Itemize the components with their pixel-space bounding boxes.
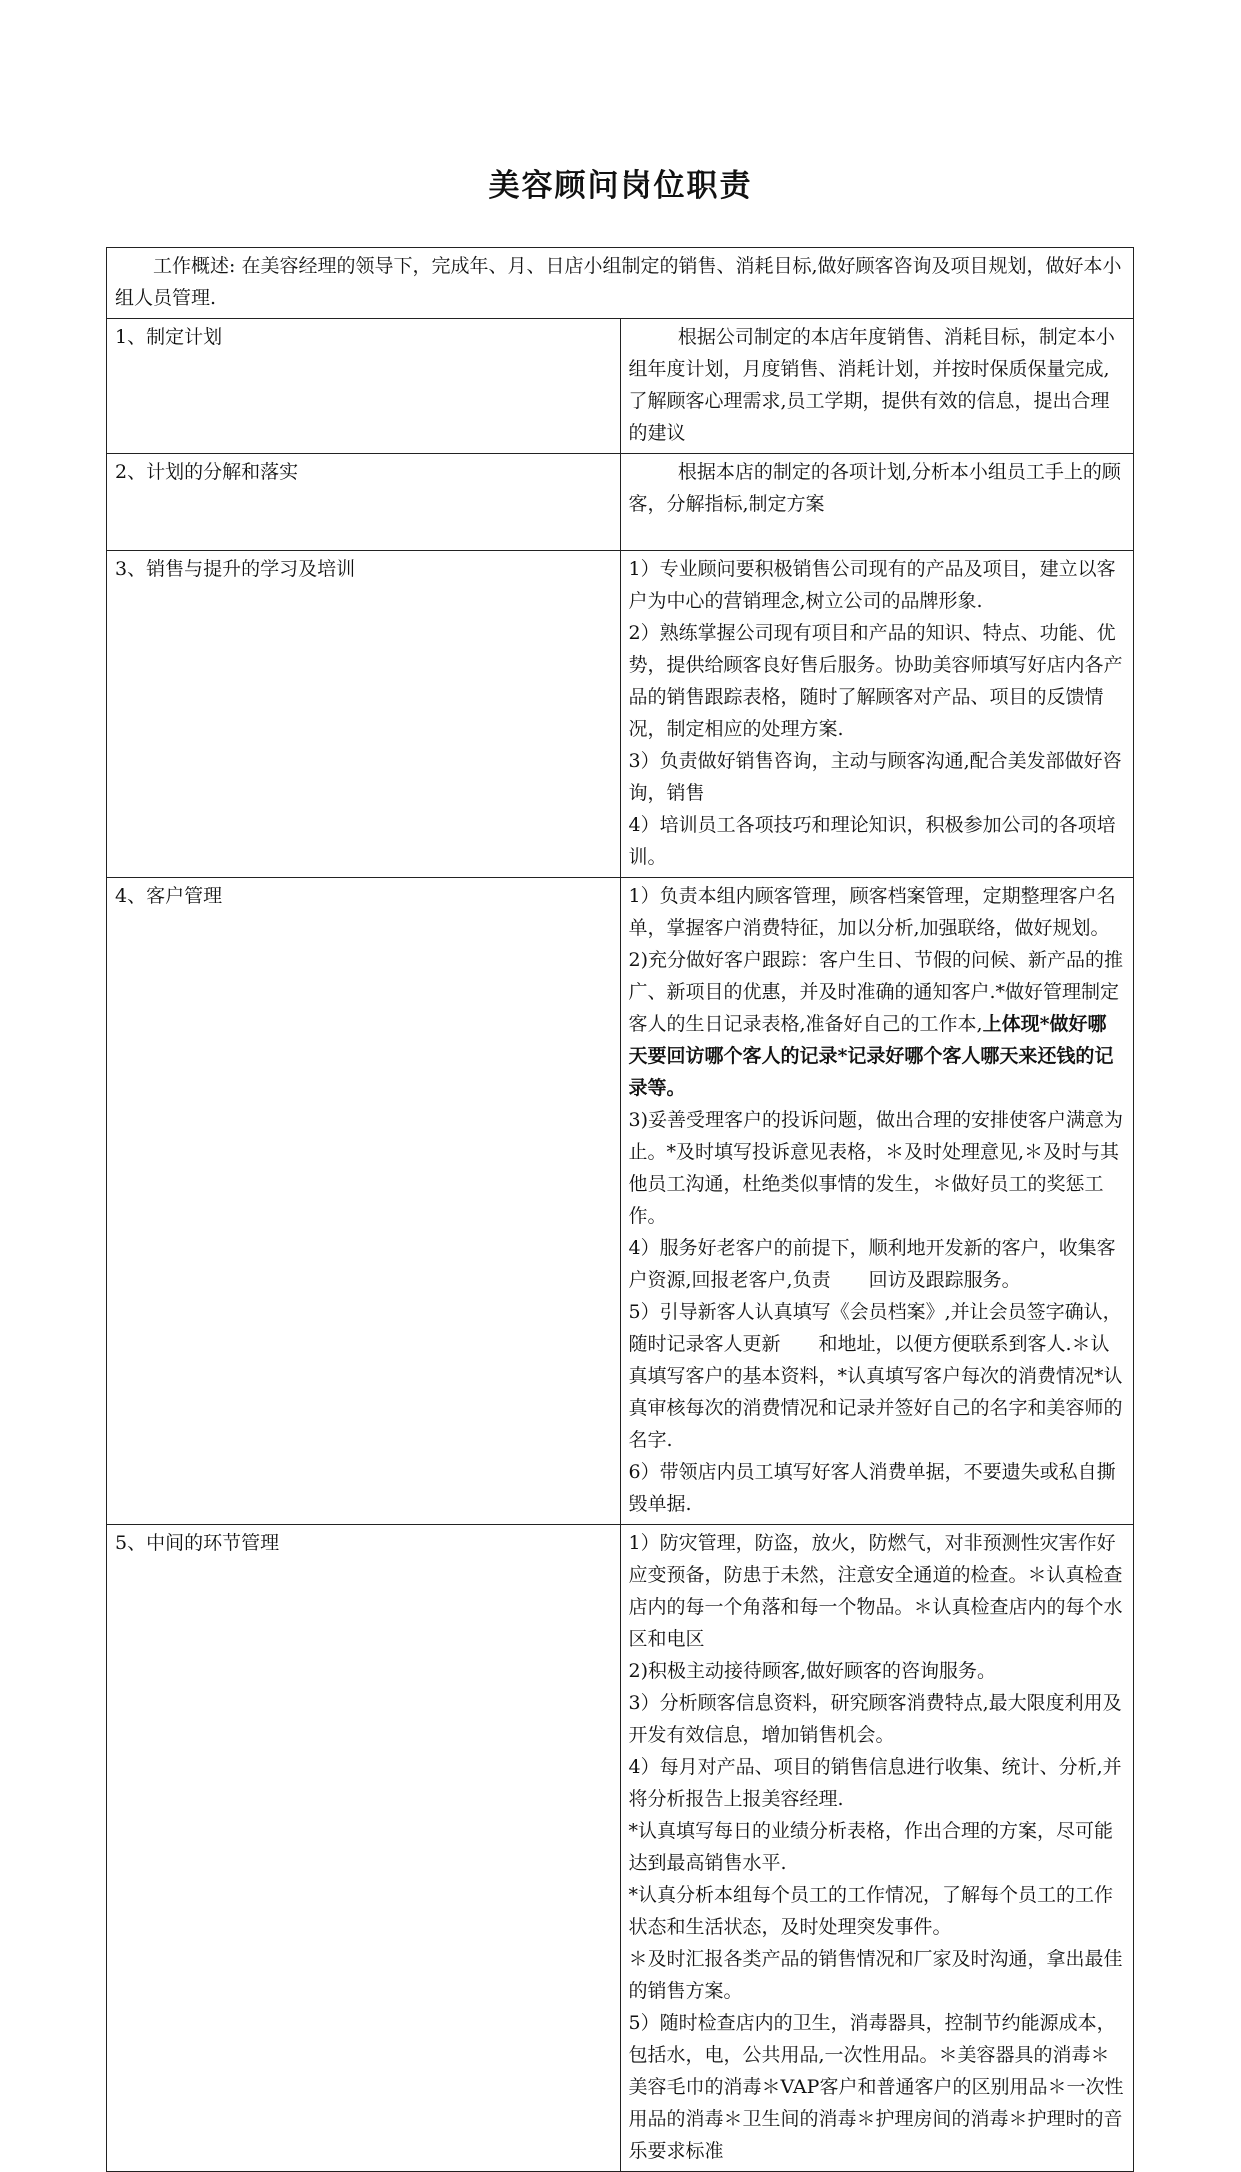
table-row: [107, 1525, 1134, 2172]
list-item: 3）分析顾客信息资料，研究顾客消费特点,最大限度利用及开发有效信息，增加销售机会。: [628, 1692, 1122, 1746]
list-item: 根据本店的制定的各项计划,分析本小组员工手上的顾客，分解指标,制定方案: [628, 461, 1121, 515]
row-label: 3、销售与提升的学习及培训: [107, 551, 621, 878]
list-item: 4）每月对产品、项目的销售信息进行收集、统计、分析,并将分析报告上报美容经理.: [628, 1756, 1122, 1810]
list-item: 3）负责做好销售咨询，主动与顾客沟通,配合美发部做好咨询，销售: [628, 750, 1122, 804]
row-label: 4、客户管理: [107, 878, 621, 1525]
list-item: 根据公司制定的本店年度销售、消耗目标，制定本小组年度计划，月度销售、消耗计划，并按时保质保量完成,了解顾客心理需求,员工学期，提供有效的信息，提出合理的建议: [628, 326, 1115, 444]
list-item: 5）引导新客人认真填写《会员档案》,并让会员签字确认，随时记录客人更新 和地址，以便方便联系到客人.＊认真填写客户的基本资料，*认真填写客户每次的消费情况*认真审核每次的消费情况和记录并签好自己的名字和美容师的名字.: [628, 1301, 1123, 1451]
list-item: 1）专业顾问要积极销售公司现有的产品及项目，建立以客户为中心的营销理念,树立公司的品牌形象.: [628, 558, 1116, 612]
row-content: [620, 454, 1134, 551]
list-item: 5）随时检查店内的卫生，消毒器具，控制节约能源成本，包括水，电，公共用品,一次性用品。＊美容器具的消毒＊美容毛巾的消毒＊VAP客户和普通客户的区别用品＊一次性用品的消毒＊卫生间的消毒＊护理房间的消毒＊护理时的音乐要求标准: [628, 2012, 1124, 2162]
list-item: 4）服务好老客户的前提下，顺利地开发新的客户，收集客户资源,回报老客户,负责 回访及跟踪服务。: [628, 1237, 1116, 1291]
table-row: [107, 551, 1134, 878]
duty-table: [106, 247, 1134, 2172]
list-item-text: 2)充分做好客户跟踪：客户生日、节假的问候、新产品的推广、新项目的优惠，并及时准确的通知客户.*做好管理制定客人的生日记录表格,准备好自己的工作本,: [628, 949, 1124, 1035]
list-item: [629, 944, 1126, 1104]
summary-cell: [107, 248, 1134, 319]
list-item: 2）熟练掌握公司现有项目和产品的知识、特点、功能、优势，提供给顾客良好售后服务。协助美容师填写好店内各产品的销售跟踪表格，随时了解顾客对产品、项目的反馈情况，制定相应的处理方案.: [628, 622, 1123, 740]
list-item: ＊及时汇报各类产品的销售情况和厂家及时沟通，拿出最佳的销售方案。: [628, 1948, 1123, 2002]
list-item: *认真填写每日的业绩分析表格，作出合理的方案，尽可能达到最高销售水平.: [628, 1820, 1114, 1874]
row-content: [620, 551, 1134, 878]
summary-paragraph: [115, 250, 1125, 314]
row-content: [620, 878, 1134, 1525]
table-row: [107, 878, 1134, 1525]
row-content: [620, 1525, 1134, 2172]
row-label: 5、中间的环节管理: [107, 1525, 621, 2172]
list-item: 2)积极主动接待顾客,做好顾客的咨询服务。: [628, 1660, 997, 1682]
list-item: 1）负责本组内顾客管理，顾客档案管理，定期整理客户名单，掌握客户消费特征，加以分析,加强联络，做好规划。: [628, 885, 1116, 939]
row-label: 2、计划的分解和落实: [107, 454, 621, 551]
table-row: [107, 454, 1134, 551]
list-item: 3)妥善受理客户的投诉问题，做出合理的安排使客户满意为止。*及时填写投诉意见表格，＊及时处理意见,＊及时与其他员工沟通，杜绝类似事情的发生，＊做好员工的奖惩工作。: [628, 1109, 1124, 1227]
page-title: 美容顾问岗位职责: [488, 168, 753, 204]
list-item: 1）防灾管理，防盗，放火，防燃气，对非预测性灾害作好应变预备，防患于未然，注意安全通道的检查。＊认真检查店内的每一个角落和每一个物品。＊认真检查店内的每个水区和电区: [628, 1532, 1123, 1650]
list-item: *认真分析本组每个员工的工作情况，了解每个员工的工作状态和生活状态，及时处理突发事件。: [628, 1884, 1114, 1938]
table-row: [107, 248, 1134, 319]
summary-text: 在美容经理的领导下，完成年、月、日店小组制定的销售、消耗目标,做好顾客咨询及项目规划，做好本小组人员管理.: [115, 255, 1122, 309]
bold-emphasis-text: 上体现*做好哪天要回访哪个客人的记录*记录好哪个客人哪天来还钱的记录等。: [628, 1013, 1114, 1099]
list-item: 4）培训员工各项技巧和理论知识，积极参加公司的各项培训。: [628, 814, 1116, 868]
row-label: 1、制定计划: [107, 319, 621, 454]
row-content: [620, 319, 1134, 454]
list-item: 6）带领店内员工填写好客人消费单据，不要遗失或私自撕毁单据.: [628, 1461, 1116, 1515]
summary-label: 工作概述:: [153, 255, 236, 277]
table-row: [107, 319, 1134, 454]
